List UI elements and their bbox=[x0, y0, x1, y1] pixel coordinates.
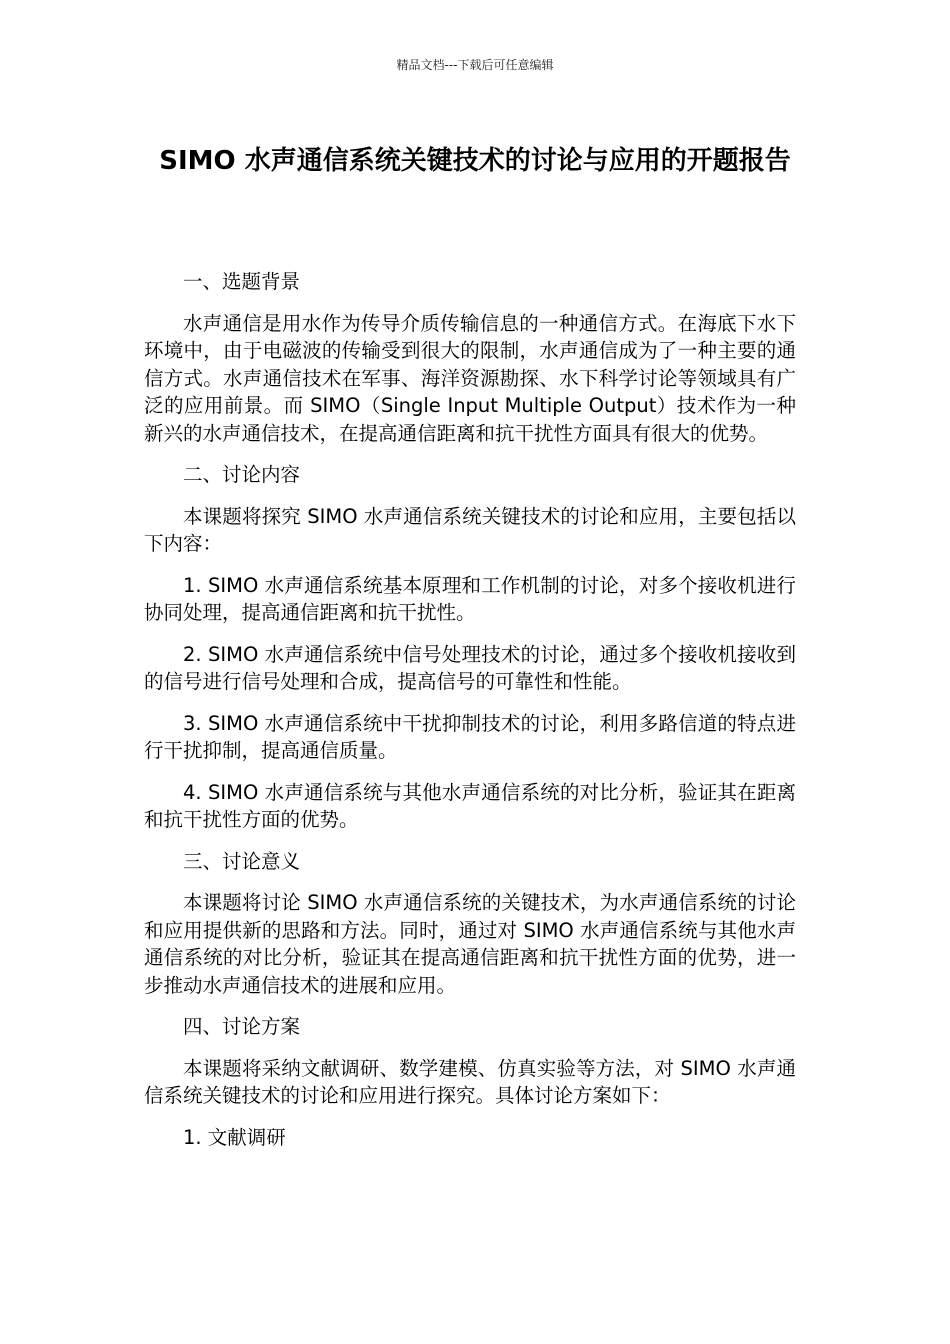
section-heading-plan: 四、讨论方案 bbox=[183, 1015, 301, 1038]
section-heading-background: 一、选题背景 bbox=[183, 270, 301, 293]
document-title: SIMO 水声通信系统关键技术的讨论与应用的开题报告 bbox=[159, 146, 791, 176]
section-heading-content: 二、讨论内容 bbox=[183, 463, 301, 486]
paragraph-content-intro: 本课题将探究 SIMO 水声通信系统关键技术的讨论和应用，主要包括以下内容： bbox=[144, 504, 796, 555]
paragraph-plan-intro: 本课题将采纳文献调研、数学建模、仿真实验等方法，对 SIMO 水声通信系统关键技术的讨论和应用进行探究。具体讨论方案如下： bbox=[144, 1056, 796, 1107]
paragraph-background: 水声通信是用水作为传导介质传输信息的一种通信方式。在海底下水下环境中，由于电磁波的传输受到很大的限制，水声通信成为了一种主要的通信方式。水声通信技术在军事、海洋资源勘探、水下科学讨论等领域具有广泛的应用前景。而 SIMO（Single Input Multiple Output）技术作为一种新兴的水声通信技术，在提高通信距离和抗干扰性方面具有很大的优势。 bbox=[144, 311, 796, 445]
list-item-content-3: 3. SIMO 水声通信系统中干扰抑制技术的讨论，利用多路信道的特点进行干扰抑制，提高通信质量。 bbox=[144, 711, 796, 762]
list-item-content-2: 2. SIMO 水声通信系统中信号处理技术的讨论，通过多个接收机接收到的信号进行信号处理和合成，提高信号的可靠性和性能。 bbox=[144, 642, 796, 693]
list-item-plan-1: 1. 文献调研 bbox=[183, 1125, 286, 1149]
section-heading-significance: 三、讨论意义 bbox=[183, 849, 301, 873]
list-item-content-1: 1. SIMO 水声通信系统基本原理和工作机制的讨论，对多个接收机进行协同处理，提高通信距离和抗干扰性。 bbox=[144, 573, 796, 624]
document-body bbox=[144, 268, 796, 1165]
header-note: 精品文档---下载后可任意编辑 bbox=[396, 58, 554, 72]
list-item-content-4: 4. SIMO 水声通信系统与其他水声通信系统的对比分析，验证其在距离和抗干扰性方面的优势。 bbox=[144, 780, 796, 831]
paragraph-significance: 本课题将讨论 SIMO 水声通信系统的关键技术，为水声通信系统的讨论和应用提供新的思路和方法。同时，通过对 SIMO 水声通信系统与其他水声通信系统的对比分析，验证其在提高通信距离和抗干扰性方面的优势，进一步推动水声通信技术的进展和应用。 bbox=[144, 891, 796, 997]
